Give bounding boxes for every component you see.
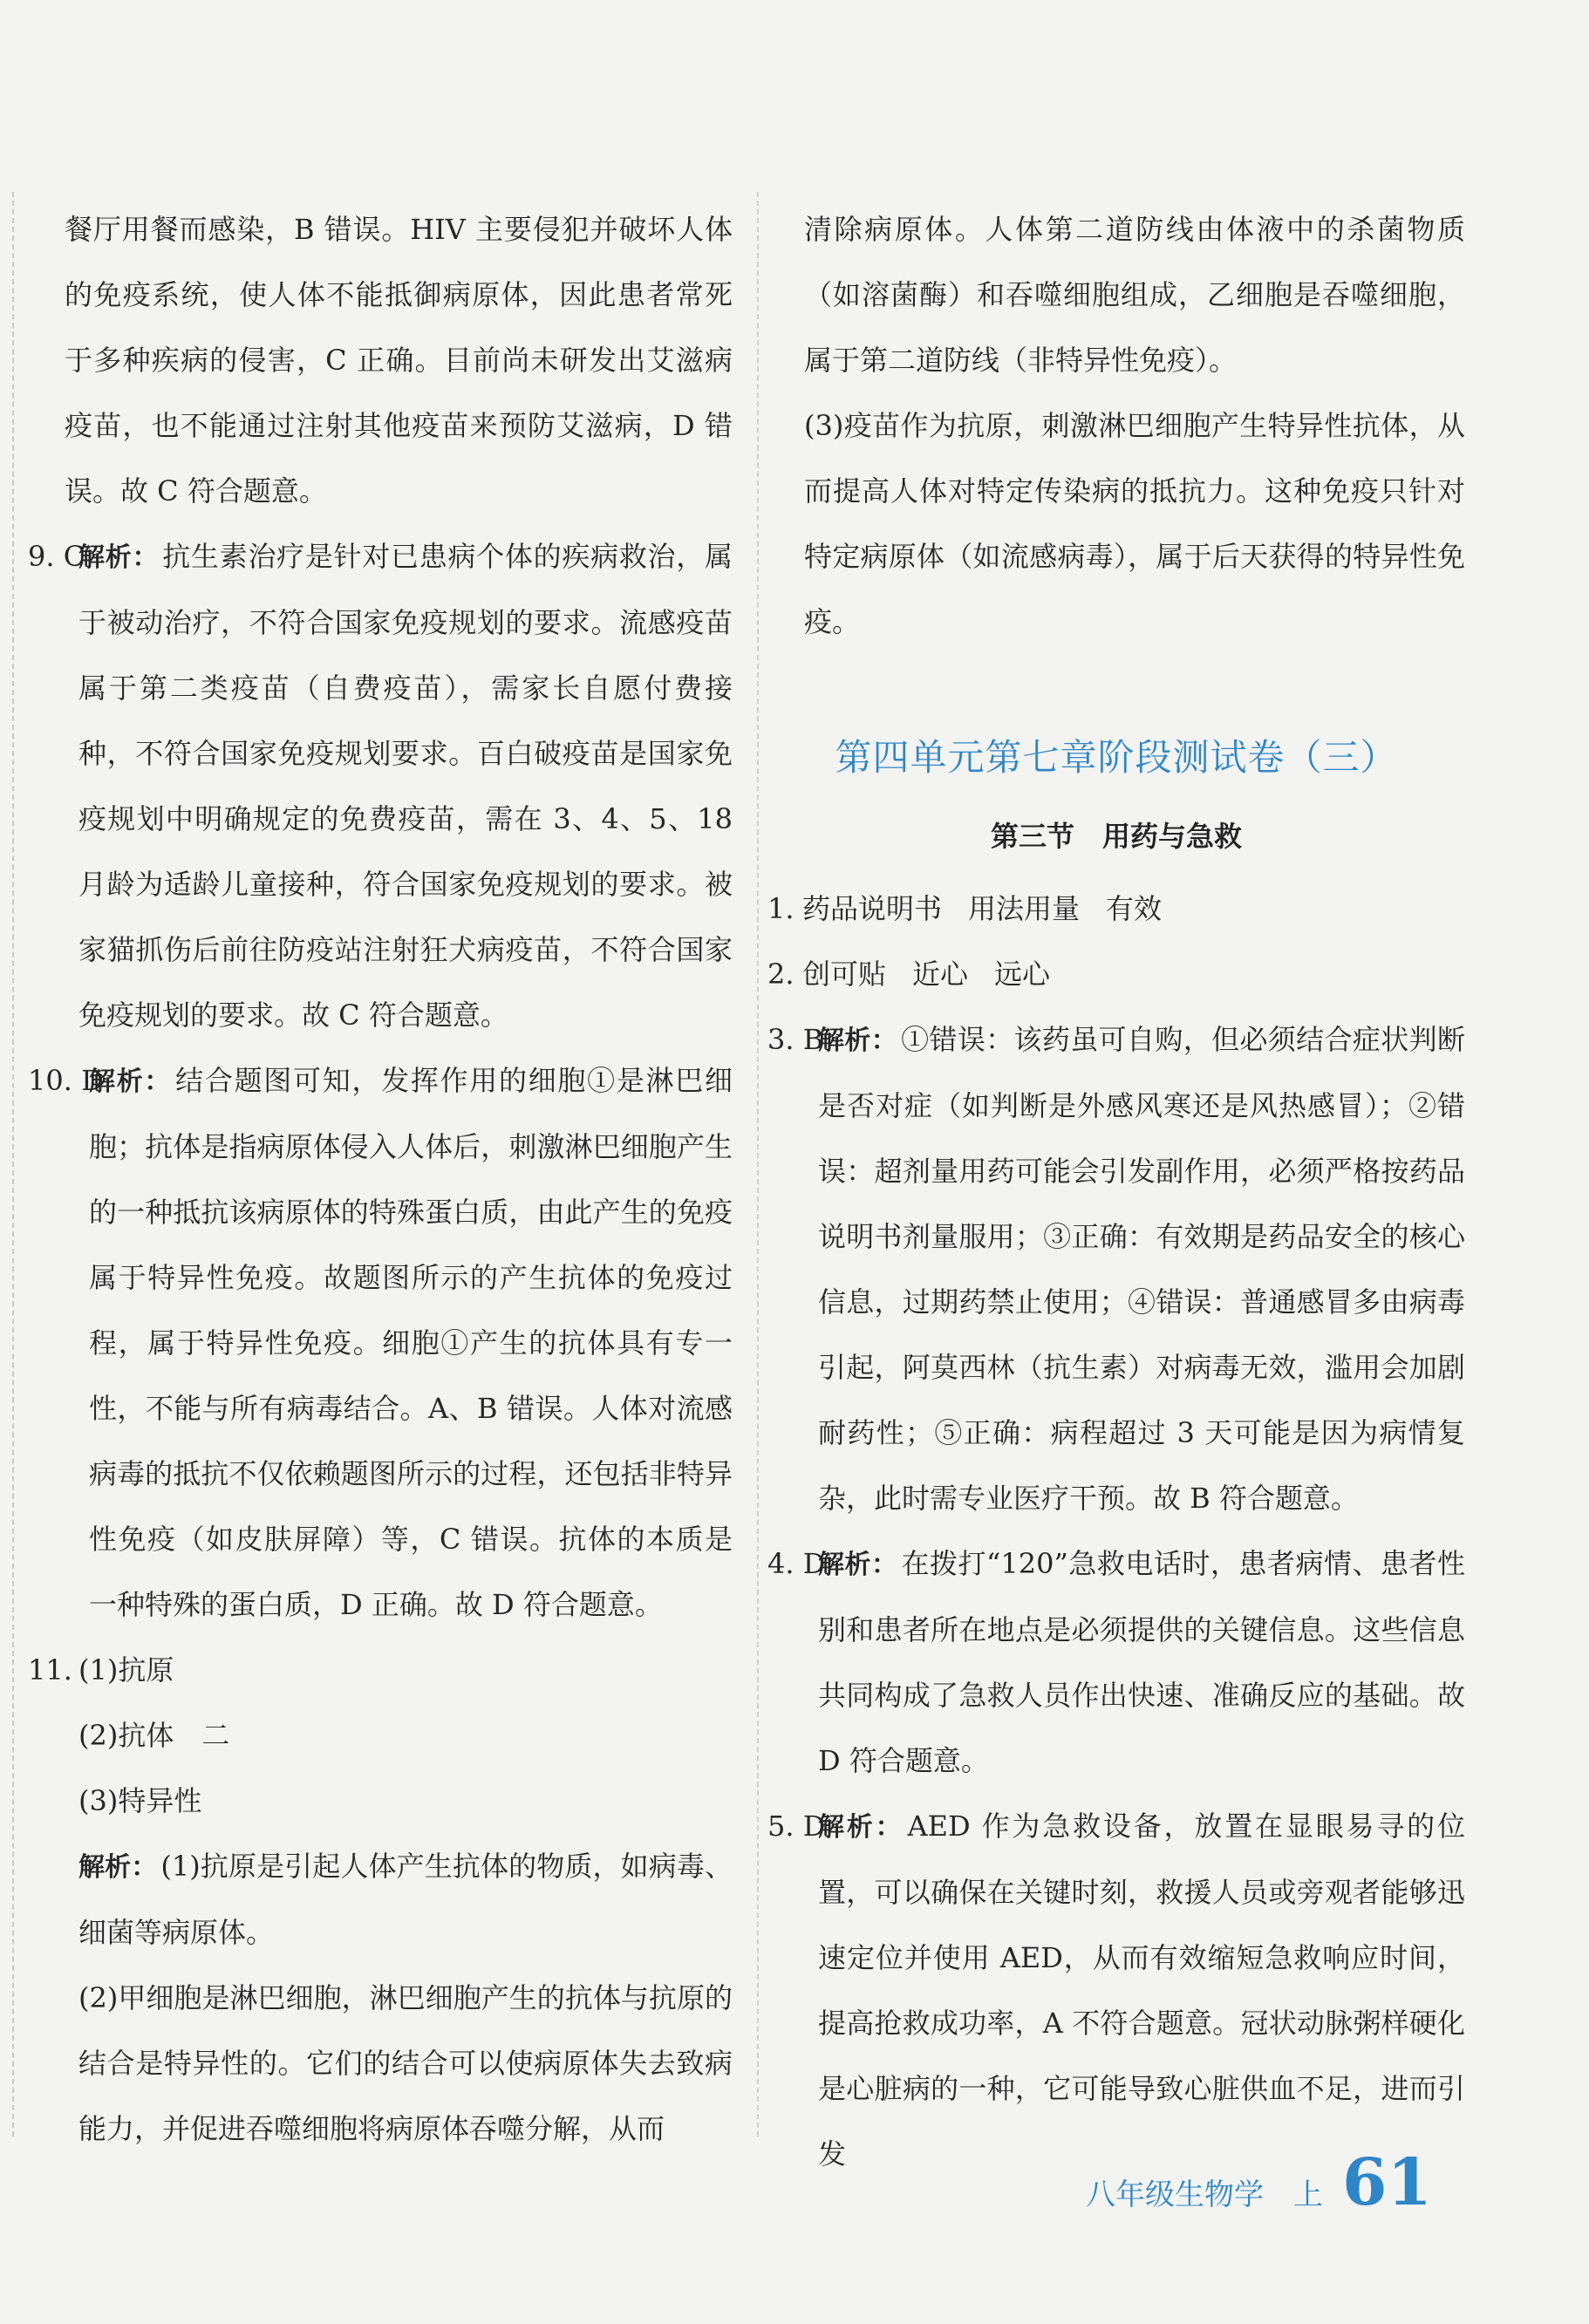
left-margin-rule: [12, 192, 14, 2137]
answer-number: 10. D: [28, 1064, 104, 1097]
analysis-label: 解析：: [78, 542, 160, 573]
answer-number: 9. C: [28, 540, 85, 573]
blank-answer: 创可贴: [802, 958, 887, 991]
subsection-title: 第三节 用药与急救: [990, 820, 1242, 853]
answer-11-analysis-2: (2)甲细胞是淋巴细胞，淋巴细胞产生的抗体与抗原的结合是特异性的。它们的结合可以使病原体失去致病能力，并促进吞噬细胞将病原体吞噬分解，从而: [78, 1981, 733, 2145]
answer-11-part-1: (1)抗原: [78, 1653, 174, 1687]
answer-4: [767, 1531, 1465, 1794]
page-footer: [1086, 2145, 1432, 2220]
answer-number: 2.: [767, 958, 794, 991]
answer-3: [767, 1007, 1465, 1531]
continued-analysis-3: (3)疫苗作为抗原，刺激淋巴细胞产生特异性抗体，从而提高人体对特定传染病的抵抗力。这种免疫只针对特定病原体（如流感病毒），属于后天获得的特异性免疫。: [804, 409, 1465, 638]
analysis-text: 在拨打“120”急救电话时，患者病情、患者性别和患者所在地点是必须提供的关键信息。这些信息共同构成了急救人员作出快速、准确反应的基础。故 D 符合题意。: [818, 1547, 1465, 1777]
answer-number: 1.: [767, 892, 794, 925]
column-divider: [757, 192, 759, 2137]
answer-number: 3. B: [767, 1023, 824, 1056]
analysis-label: 解析：: [818, 1026, 898, 1056]
analysis-label: 解析：: [78, 1852, 158, 1883]
blank-answer: 近心: [912, 958, 969, 991]
blank-answer: 用法用量: [968, 892, 1081, 925]
answer-11-part-3: (3)特异性: [78, 1784, 202, 1817]
answer-10: [28, 1048, 733, 1638]
analysis-label: 解析：: [818, 1550, 898, 1580]
continued-answer-8: 餐厅用餐而感染，B 错误。HIV 主要侵犯并破坏人体的免疫系统，使人体不能抵御病原体，因此患者常死于多种疾病的侵害，C 正确。目前尚未研发出艾滋病疫苗，也不能通过注射其他疫苗来预防艾滋病，D 错误。故 C 符合题意。: [65, 213, 733, 508]
page-number: 61: [1342, 2145, 1432, 2220]
answer-11-part-2: (2)抗体 二: [78, 1719, 230, 1752]
answer-number: 11.: [28, 1653, 72, 1687]
book-title: 八年级生物学 上: [1086, 2177, 1324, 2212]
answer-2: [767, 942, 1465, 1007]
blank-answer: 远心: [994, 958, 1051, 991]
continued-analysis-2: 清除病原体。人体第二道防线由体液中的杀菌物质（如溶菌酶）和吞噬细胞组成，乙细胞是吞噬细胞，属于第二道防线（非特异性免疫）。: [804, 213, 1465, 377]
analysis-text: 结合题图可知，发挥作用的细胞①是淋巴细胞；抗体是指病原体侵入人体后，刺激淋巴细胞产生的一种抵抗该病原体的特殊蛋白质，由此产生的免疫属于特异性免疫。故题图所示的产生抗体的免疫过程，属于特异性免疫。细胞①产生的抗体具有专一性，不能与所有病毒结合。A、B 错误。人体对流感病毒的抵抗不仅依赖题图所示的过程，还包括非特异性免疫（如皮肤屏障）等，C 错误。抗体的本质是一种特殊的蛋白质，D 正确。故 D 符合题意。: [89, 1064, 733, 1621]
answer-number: 4. D: [767, 1547, 826, 1580]
blank-answer: 药品说明书: [802, 892, 943, 925]
answer-9: [28, 524, 733, 1048]
left-column: [28, 197, 733, 2162]
analysis-text: AED 作为急救设备，放置在显眼易寻的位置，可以确保在关键时刻，救援人员或旁观者能够迅速定位并使用 AED，从而有效缩短急救响应时间，提高抢救成功率，A 不符合题意。冠状动脉粥样硬化是心脏病的一种，它可能导致心脏供血不足，进而引发: [818, 1809, 1465, 2171]
blank-answer: 有效: [1106, 892, 1163, 925]
analysis-label: 解析：: [818, 1812, 904, 1843]
answer-11: [28, 1638, 733, 1703]
answer-number: 5. D: [767, 1809, 826, 1843]
right-column: [767, 197, 1465, 2187]
answer-5: [767, 1794, 1465, 2187]
section-title: 第四单元第七章阶段测试卷（三）: [835, 736, 1398, 779]
analysis-text: 抗生素治疗是针对已患病个体的疾病救治，属于被动治疗，不符合国家免疫规划的要求。流感疫苗属于第二类疫苗（自费疫苗），需家长自愿付费接种，不符合国家免疫规划要求。百白破疫苗是国家免疫规划中明确规定的免费疫苗，需在 3、4、5、18 月龄为适龄儿童接种，符合国家免疫规划的要求。被家猫抓伤后前往防疫站注射狂犬病疫苗，不符合国家免疫规划的要求。故 C 符合题意。: [78, 540, 733, 1032]
answer-11-analysis-1: 解析： (1)抗原是引起人体产生抗体的物质，如病毒、细菌等病原体。: [78, 1850, 733, 1949]
answer-1: [767, 876, 1465, 942]
analysis-label: 解析：: [89, 1067, 173, 1097]
analysis-text: ①错误：该药虽可自购，但必须结合症状判断是否对症（如判断是外感风寒还是风热感冒）；②错误：超剂量用药可能会引发副作用，必须严格按药品说明书剂量服用；③正确：有效期是药品安全的核心信息，过期药禁止使用；④错误：普通感冒多由病毒引起，阿莫西林（抗生素）对病毒无效，滥用会加剧耐药性；⑤正确：病程超过 3 天可能是因为病情复杂，此时需专业医疗干预。故 B 符合题意。: [818, 1023, 1465, 1515]
